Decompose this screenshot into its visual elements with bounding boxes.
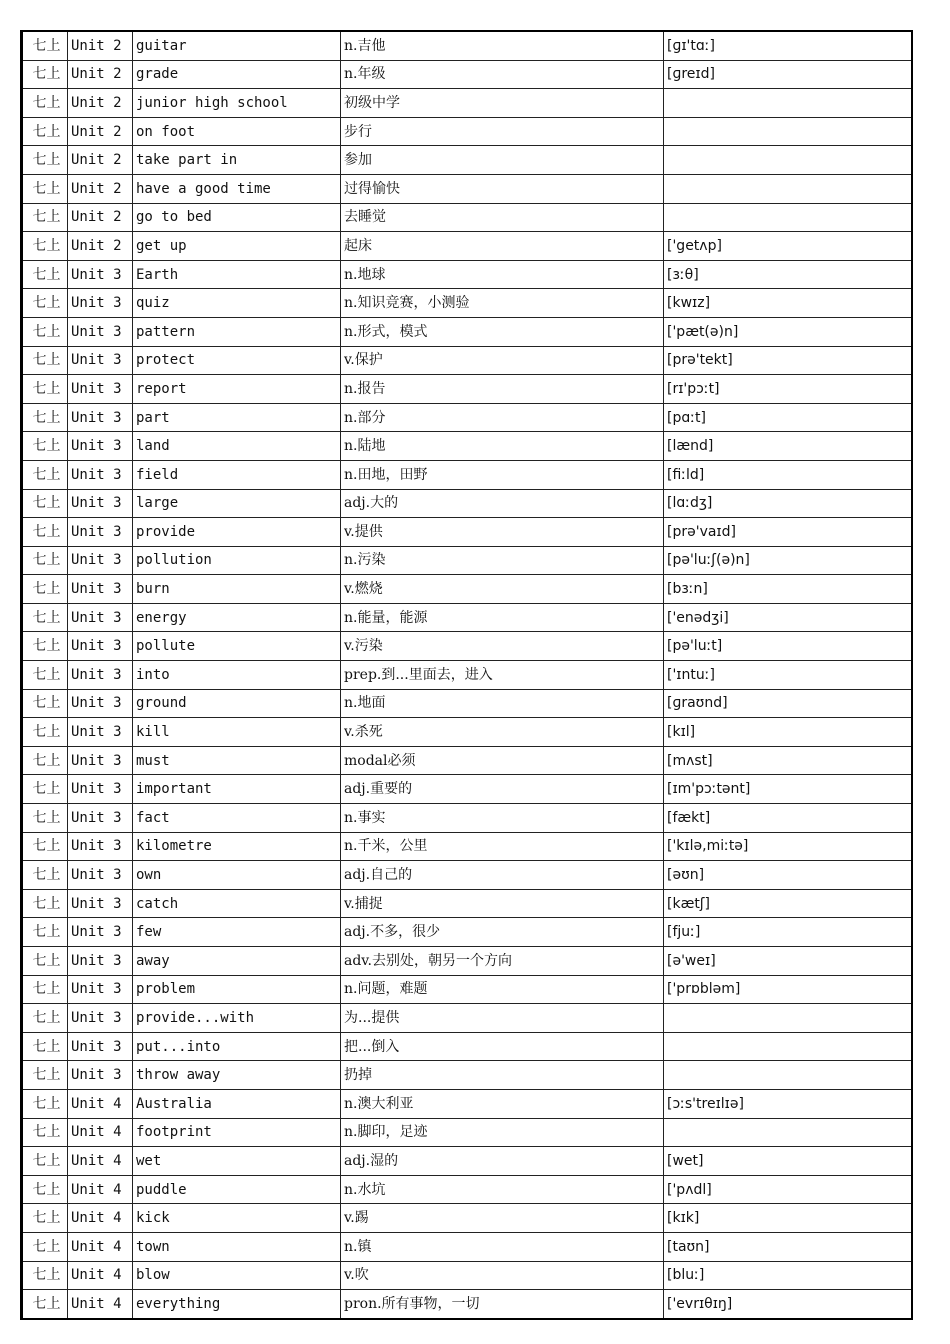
unit-cell: Unit 4 xyxy=(68,1147,133,1176)
table-row xyxy=(22,1261,912,1290)
meaning-cell: 初级中学 xyxy=(341,89,664,118)
word-cell: report xyxy=(133,375,341,404)
table-row xyxy=(22,346,912,375)
grade-cell: 七上 xyxy=(22,203,68,232)
meaning-cell: n.报告 xyxy=(341,375,664,404)
phonetic-cell: ['evrɪθɪŋ] xyxy=(664,1290,912,1319)
grade-cell: 七上 xyxy=(22,1290,68,1319)
unit-cell: Unit 3 xyxy=(68,603,133,632)
unit-cell: Unit 3 xyxy=(68,804,133,833)
word-cell: few xyxy=(133,918,341,947)
grade-cell: 七上 xyxy=(22,1261,68,1290)
word-cell: protect xyxy=(133,346,341,375)
grade-cell: 七上 xyxy=(22,260,68,289)
table-row xyxy=(22,661,912,690)
phonetic-cell xyxy=(664,1118,912,1147)
table-row xyxy=(22,832,912,861)
table-row xyxy=(22,289,912,318)
word-cell: pollution xyxy=(133,546,341,575)
phonetic-cell: [fiːld] xyxy=(664,460,912,489)
table-row xyxy=(22,603,912,632)
unit-cell: Unit 4 xyxy=(68,1261,133,1290)
meaning-cell: n.吉他 xyxy=(341,31,664,60)
phonetic-cell: ['pʌdl] xyxy=(664,1175,912,1204)
unit-cell: Unit 3 xyxy=(68,947,133,976)
word-cell: junior high school xyxy=(133,89,341,118)
unit-cell: Unit 3 xyxy=(68,575,133,604)
unit-cell: Unit 3 xyxy=(68,632,133,661)
meaning-cell: 为...提供 xyxy=(341,1004,664,1033)
phonetic-cell: [lɑːdʒ] xyxy=(664,489,912,518)
meaning-cell: pron.所有事物，一切 xyxy=(341,1290,664,1319)
phonetic-cell: ['kɪlə,miːtə] xyxy=(664,832,912,861)
word-cell: town xyxy=(133,1232,341,1261)
table-row xyxy=(22,1118,912,1147)
meaning-cell: n.年级 xyxy=(341,60,664,89)
table-row xyxy=(22,1061,912,1090)
grade-cell: 七上 xyxy=(22,1147,68,1176)
table-row xyxy=(22,317,912,346)
grade-cell: 七上 xyxy=(22,31,68,60)
meaning-cell: 起床 xyxy=(341,232,664,261)
meaning-cell: n.千米，公里 xyxy=(341,832,664,861)
unit-cell: Unit 3 xyxy=(68,460,133,489)
grade-cell: 七上 xyxy=(22,1004,68,1033)
meaning-cell: v.提供 xyxy=(341,518,664,547)
unit-cell: Unit 3 xyxy=(68,346,133,375)
grade-cell: 七上 xyxy=(22,432,68,461)
word-cell: burn xyxy=(133,575,341,604)
phonetic-cell: [bɜːn] xyxy=(664,575,912,604)
meaning-cell: v.燃烧 xyxy=(341,575,664,604)
word-cell: problem xyxy=(133,975,341,1004)
table-row xyxy=(22,60,912,89)
unit-cell: Unit 4 xyxy=(68,1290,133,1319)
table-row xyxy=(22,432,912,461)
word-cell: important xyxy=(133,775,341,804)
word-cell: away xyxy=(133,947,341,976)
word-cell: take part in xyxy=(133,146,341,175)
table-row xyxy=(22,889,912,918)
table-row xyxy=(22,689,912,718)
grade-cell: 七上 xyxy=(22,575,68,604)
meaning-cell: adj.湿的 xyxy=(341,1147,664,1176)
meaning-cell: 过得愉快 xyxy=(341,174,664,203)
phonetic-cell xyxy=(664,1004,912,1033)
meaning-cell: n.澳大利亚 xyxy=(341,1089,664,1118)
word-cell: puddle xyxy=(133,1175,341,1204)
phonetic-cell: [kætʃ] xyxy=(664,889,912,918)
phonetic-cell: [ɡraʊnd] xyxy=(664,689,912,718)
phonetic-cell xyxy=(664,1032,912,1061)
unit-cell: Unit 2 xyxy=(68,232,133,261)
word-cell: pollute xyxy=(133,632,341,661)
word-cell: throw away xyxy=(133,1061,341,1090)
phonetic-cell: [lænd] xyxy=(664,432,912,461)
meaning-cell: n.田地，田野 xyxy=(341,460,664,489)
word-cell: Australia xyxy=(133,1089,341,1118)
unit-cell: Unit 3 xyxy=(68,918,133,947)
grade-cell: 七上 xyxy=(22,489,68,518)
phonetic-cell: [pə'luːʃ(ə)n] xyxy=(664,546,912,575)
phonetic-cell: [pə'luːt] xyxy=(664,632,912,661)
phonetic-cell xyxy=(664,203,912,232)
grade-cell: 七上 xyxy=(22,146,68,175)
word-cell: quiz xyxy=(133,289,341,318)
meaning-cell: n.地球 xyxy=(341,260,664,289)
word-cell: kick xyxy=(133,1204,341,1233)
unit-cell: Unit 3 xyxy=(68,518,133,547)
table-row xyxy=(22,861,912,890)
unit-cell: Unit 4 xyxy=(68,1204,133,1233)
meaning-cell: prep.到...里面去，进入 xyxy=(341,661,664,690)
unit-cell: Unit 3 xyxy=(68,260,133,289)
phonetic-cell xyxy=(664,1061,912,1090)
unit-cell: Unit 3 xyxy=(68,889,133,918)
meaning-cell: n.水坑 xyxy=(341,1175,664,1204)
phonetic-cell: [prə'vaɪd] xyxy=(664,518,912,547)
meaning-cell: adv.去别处，朝另一个方向 xyxy=(341,947,664,976)
word-cell: grade xyxy=(133,60,341,89)
meaning-cell: v.污染 xyxy=(341,632,664,661)
unit-cell: Unit 3 xyxy=(68,661,133,690)
phonetic-cell xyxy=(664,89,912,118)
meaning-cell: n.知识竞赛，小测验 xyxy=(341,289,664,318)
phonetic-cell: [ə'weɪ] xyxy=(664,947,912,976)
phonetic-cell: ['ɪntuː] xyxy=(664,661,912,690)
unit-cell: Unit 3 xyxy=(68,775,133,804)
unit-cell: Unit 2 xyxy=(68,117,133,146)
phonetic-cell: [ɡɪ'tɑː] xyxy=(664,31,912,60)
word-cell: fact xyxy=(133,804,341,833)
grade-cell: 七上 xyxy=(22,975,68,1004)
phonetic-cell: ['enədʒi] xyxy=(664,603,912,632)
unit-cell: Unit 4 xyxy=(68,1175,133,1204)
grade-cell: 七上 xyxy=(22,661,68,690)
meaning-cell: 去睡觉 xyxy=(341,203,664,232)
grade-cell: 七上 xyxy=(22,632,68,661)
table-row xyxy=(22,375,912,404)
word-cell: put...into xyxy=(133,1032,341,1061)
unit-cell: Unit 2 xyxy=(68,89,133,118)
word-cell: everything xyxy=(133,1290,341,1319)
table-row xyxy=(22,1089,912,1118)
grade-cell: 七上 xyxy=(22,775,68,804)
unit-cell: Unit 2 xyxy=(68,203,133,232)
unit-cell: Unit 2 xyxy=(68,146,133,175)
word-cell: kilometre xyxy=(133,832,341,861)
table-row xyxy=(22,460,912,489)
meaning-cell: n.陆地 xyxy=(341,432,664,461)
phonetic-cell xyxy=(664,117,912,146)
table-row xyxy=(22,718,912,747)
word-cell: field xyxy=(133,460,341,489)
unit-cell: Unit 3 xyxy=(68,1061,133,1090)
table-row xyxy=(22,146,912,175)
unit-cell: Unit 3 xyxy=(68,432,133,461)
phonetic-cell: [ɔːs'treɪlɪə] xyxy=(664,1089,912,1118)
word-cell: into xyxy=(133,661,341,690)
phonetic-cell: [wet] xyxy=(664,1147,912,1176)
table-row xyxy=(22,918,912,947)
phonetic-cell: [fækt] xyxy=(664,804,912,833)
table-row xyxy=(22,1232,912,1261)
phonetic-cell: [bluː] xyxy=(664,1261,912,1290)
grade-cell: 七上 xyxy=(22,375,68,404)
word-cell: part xyxy=(133,403,341,432)
grade-cell: 七上 xyxy=(22,718,68,747)
grade-cell: 七上 xyxy=(22,1118,68,1147)
unit-cell: Unit 2 xyxy=(68,174,133,203)
meaning-cell: adj.自己的 xyxy=(341,861,664,890)
grade-cell: 七上 xyxy=(22,746,68,775)
grade-cell: 七上 xyxy=(22,689,68,718)
meaning-cell: v.踢 xyxy=(341,1204,664,1233)
table-row xyxy=(22,1290,912,1319)
word-cell: energy xyxy=(133,603,341,632)
meaning-cell: adj.不多，很少 xyxy=(341,918,664,947)
word-cell: Earth xyxy=(133,260,341,289)
meaning-cell: 扔掉 xyxy=(341,1061,664,1090)
phonetic-cell xyxy=(664,146,912,175)
table-row xyxy=(22,775,912,804)
table-row xyxy=(22,632,912,661)
table-row xyxy=(22,489,912,518)
word-cell: footprint xyxy=(133,1118,341,1147)
meaning-cell: v.吹 xyxy=(341,1261,664,1290)
table-row xyxy=(22,947,912,976)
grade-cell: 七上 xyxy=(22,918,68,947)
meaning-cell: 参加 xyxy=(341,146,664,175)
word-cell: wet xyxy=(133,1147,341,1176)
meaning-cell: v.捕捉 xyxy=(341,889,664,918)
word-cell: go to bed xyxy=(133,203,341,232)
unit-cell: Unit 3 xyxy=(68,861,133,890)
grade-cell: 七上 xyxy=(22,117,68,146)
table-row xyxy=(22,260,912,289)
word-cell: get up xyxy=(133,232,341,261)
meaning-cell: modal必须 xyxy=(341,746,664,775)
meaning-cell: n.地面 xyxy=(341,689,664,718)
vocabulary-table-body xyxy=(22,31,912,1319)
table-row xyxy=(22,546,912,575)
phonetic-cell: [ɡreɪd] xyxy=(664,60,912,89)
grade-cell: 七上 xyxy=(22,1032,68,1061)
word-cell: provide...with xyxy=(133,1004,341,1033)
grade-cell: 七上 xyxy=(22,804,68,833)
phonetic-cell xyxy=(664,174,912,203)
meaning-cell: n.镇 xyxy=(341,1232,664,1261)
phonetic-cell: [ɪm'pɔːtənt] xyxy=(664,775,912,804)
meaning-cell: n.事实 xyxy=(341,804,664,833)
word-cell: provide xyxy=(133,518,341,547)
unit-cell: Unit 3 xyxy=(68,375,133,404)
word-cell: have a good time xyxy=(133,174,341,203)
word-cell: on foot xyxy=(133,117,341,146)
table-row xyxy=(22,203,912,232)
grade-cell: 七上 xyxy=(22,603,68,632)
table-row xyxy=(22,975,912,1004)
grade-cell: 七上 xyxy=(22,1175,68,1204)
table-row xyxy=(22,518,912,547)
word-cell: blow xyxy=(133,1261,341,1290)
phonetic-cell: ['prɒbləm] xyxy=(664,975,912,1004)
word-cell: large xyxy=(133,489,341,518)
word-cell: catch xyxy=(133,889,341,918)
grade-cell: 七上 xyxy=(22,518,68,547)
meaning-cell: n.能量，能源 xyxy=(341,603,664,632)
table-row xyxy=(22,403,912,432)
table-row xyxy=(22,1147,912,1176)
word-cell: kill xyxy=(133,718,341,747)
unit-cell: Unit 3 xyxy=(68,1032,133,1061)
phonetic-cell: [kɪk] xyxy=(664,1204,912,1233)
unit-cell: Unit 3 xyxy=(68,832,133,861)
word-cell: guitar xyxy=(133,31,341,60)
grade-cell: 七上 xyxy=(22,889,68,918)
grade-cell: 七上 xyxy=(22,947,68,976)
word-cell: must xyxy=(133,746,341,775)
unit-cell: Unit 3 xyxy=(68,317,133,346)
table-row xyxy=(22,89,912,118)
meaning-cell: v.保护 xyxy=(341,346,664,375)
unit-cell: Unit 2 xyxy=(68,31,133,60)
phonetic-cell: [kɪl] xyxy=(664,718,912,747)
table-row xyxy=(22,232,912,261)
unit-cell: Unit 3 xyxy=(68,718,133,747)
meaning-cell: 步行 xyxy=(341,117,664,146)
meaning-cell: adj.大的 xyxy=(341,489,664,518)
meaning-cell: n.形式，模式 xyxy=(341,317,664,346)
unit-cell: Unit 3 xyxy=(68,546,133,575)
grade-cell: 七上 xyxy=(22,861,68,890)
phonetic-cell: ['getʌp] xyxy=(664,232,912,261)
phonetic-cell: [fjuː] xyxy=(664,918,912,947)
table-row xyxy=(22,1004,912,1033)
phonetic-cell: [mʌst] xyxy=(664,746,912,775)
vocabulary-table xyxy=(20,30,913,1320)
unit-cell: Unit 2 xyxy=(68,60,133,89)
meaning-cell: 把...倒入 xyxy=(341,1032,664,1061)
phonetic-cell: [rɪ'pɔːt] xyxy=(664,375,912,404)
grade-cell: 七上 xyxy=(22,60,68,89)
phonetic-cell: [pɑːt] xyxy=(664,403,912,432)
meaning-cell: n.问题，难题 xyxy=(341,975,664,1004)
phonetic-cell: [taʊn] xyxy=(664,1232,912,1261)
table-row xyxy=(22,1204,912,1233)
unit-cell: Unit 3 xyxy=(68,489,133,518)
grade-cell: 七上 xyxy=(22,1061,68,1090)
phonetic-cell: [prə'tekt] xyxy=(664,346,912,375)
unit-cell: Unit 3 xyxy=(68,1004,133,1033)
word-cell: pattern xyxy=(133,317,341,346)
meaning-cell: v.杀死 xyxy=(341,718,664,747)
meaning-cell: adj.重要的 xyxy=(341,775,664,804)
grade-cell: 七上 xyxy=(22,1089,68,1118)
word-cell: own xyxy=(133,861,341,890)
grade-cell: 七上 xyxy=(22,346,68,375)
phonetic-cell: [kwɪz] xyxy=(664,289,912,318)
phonetic-cell: [əʊn] xyxy=(664,861,912,890)
grade-cell: 七上 xyxy=(22,460,68,489)
unit-cell: Unit 3 xyxy=(68,289,133,318)
table-row xyxy=(22,575,912,604)
meaning-cell: n.脚印，足迹 xyxy=(341,1118,664,1147)
grade-cell: 七上 xyxy=(22,289,68,318)
table-row xyxy=(22,746,912,775)
table-row xyxy=(22,1175,912,1204)
unit-cell: Unit 4 xyxy=(68,1232,133,1261)
phonetic-cell: ['pæt(ə)n] xyxy=(664,317,912,346)
table-row xyxy=(22,804,912,833)
phonetic-cell: [ɜːθ] xyxy=(664,260,912,289)
table-row xyxy=(22,174,912,203)
grade-cell: 七上 xyxy=(22,89,68,118)
unit-cell: Unit 3 xyxy=(68,746,133,775)
grade-cell: 七上 xyxy=(22,832,68,861)
grade-cell: 七上 xyxy=(22,1232,68,1261)
unit-cell: Unit 3 xyxy=(68,403,133,432)
table-row xyxy=(22,1032,912,1061)
grade-cell: 七上 xyxy=(22,174,68,203)
unit-cell: Unit 4 xyxy=(68,1118,133,1147)
grade-cell: 七上 xyxy=(22,403,68,432)
grade-cell: 七上 xyxy=(22,1204,68,1233)
table-row xyxy=(22,31,912,60)
unit-cell: Unit 4 xyxy=(68,1089,133,1118)
grade-cell: 七上 xyxy=(22,232,68,261)
unit-cell: Unit 3 xyxy=(68,975,133,1004)
grade-cell: 七上 xyxy=(22,317,68,346)
grade-cell: 七上 xyxy=(22,546,68,575)
word-cell: land xyxy=(133,432,341,461)
table-row xyxy=(22,117,912,146)
meaning-cell: n.部分 xyxy=(341,403,664,432)
meaning-cell: n.污染 xyxy=(341,546,664,575)
word-cell: ground xyxy=(133,689,341,718)
unit-cell: Unit 3 xyxy=(68,689,133,718)
